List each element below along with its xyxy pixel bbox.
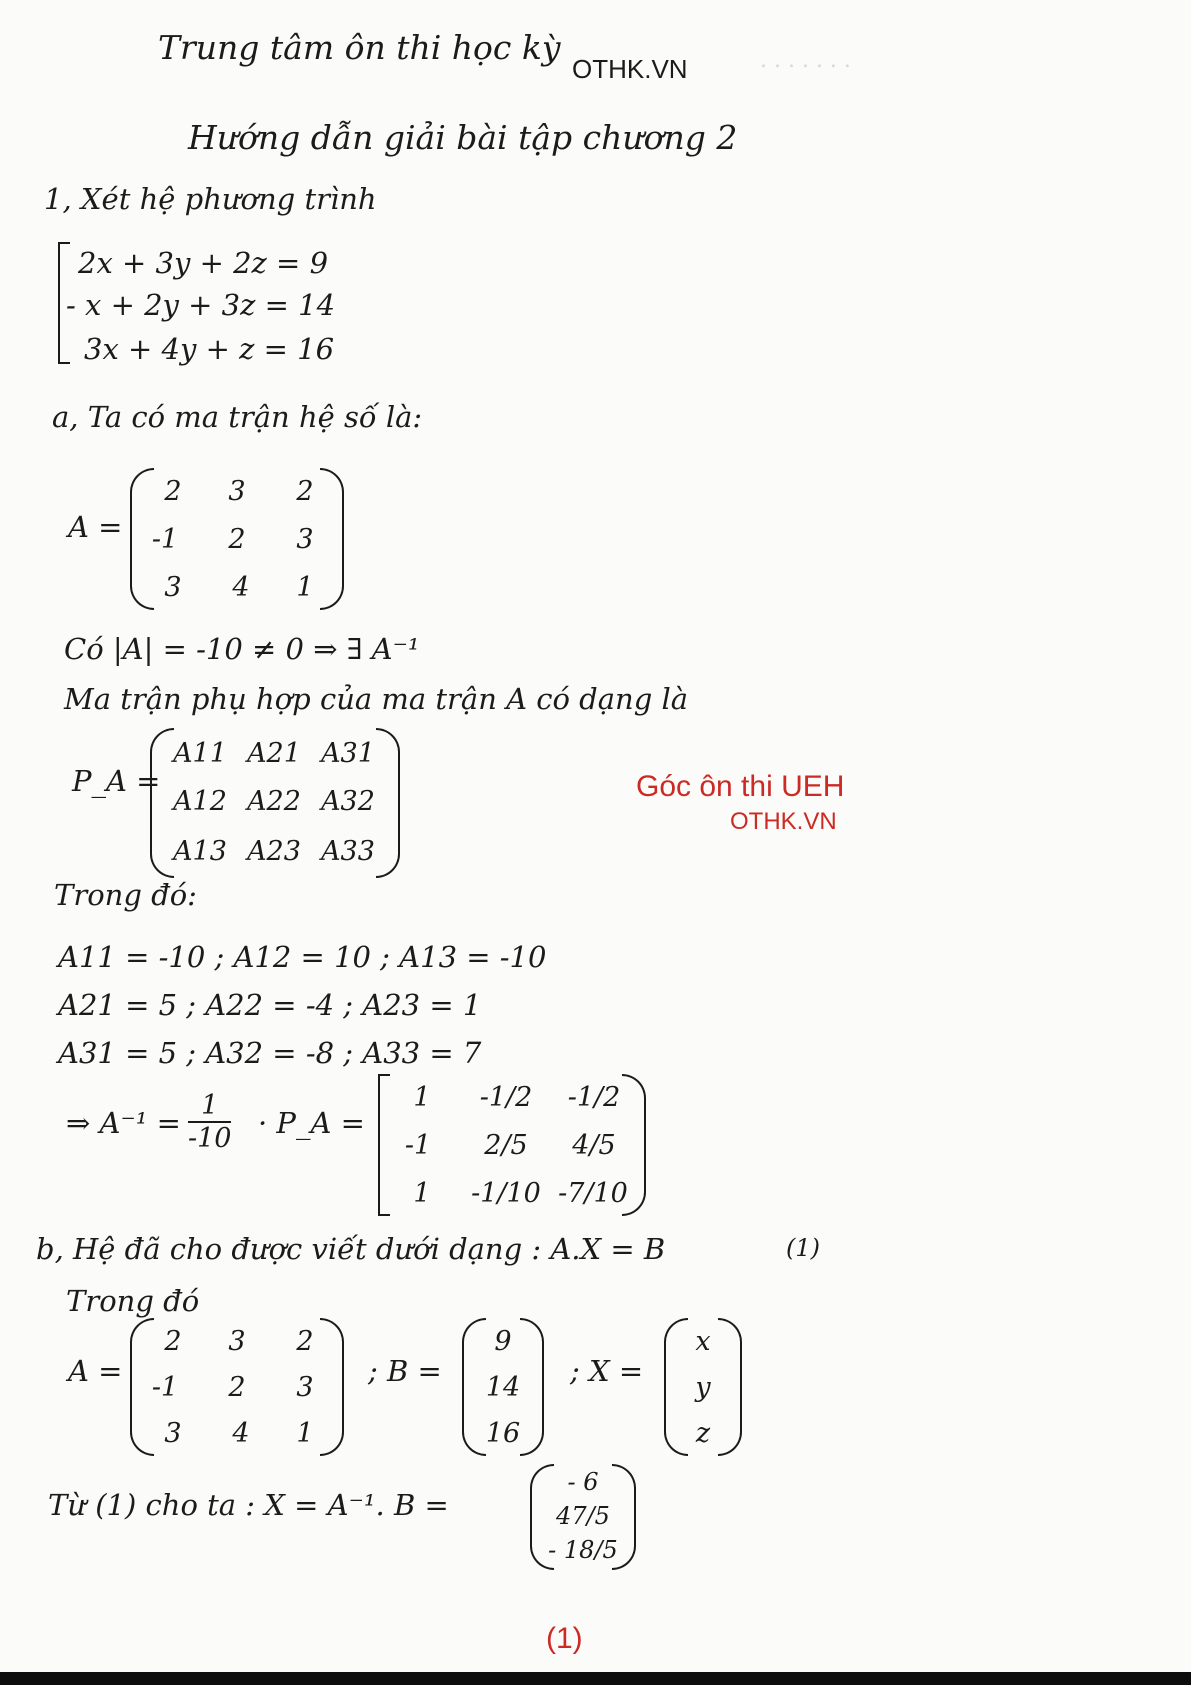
equation-1: 2x + 3y + 2z = 9 [78, 246, 329, 280]
part-b-a-cell: 2 [164, 1326, 182, 1357]
matrix-a-cell: 3 [164, 572, 182, 603]
part-b-matrix-x [664, 1318, 742, 1456]
part-b-matrix-b [462, 1318, 544, 1456]
inverse-cell: 1 [413, 1082, 431, 1113]
header-line2: Hướng dẫn giải bài tập chương 2 [188, 118, 738, 157]
part-b-a-cell: 4 [232, 1418, 250, 1449]
adjugate-cell: A21 [247, 738, 301, 769]
part-b-b-cell: 14 [485, 1372, 521, 1403]
equation-3: 3x + 4y + z = 16 [84, 332, 335, 366]
matrix-a-cell: 2 [228, 524, 246, 555]
part-b-a-cell: 3 [164, 1418, 182, 1449]
inverse-cell: 2/5 [484, 1130, 528, 1161]
header-line1: Trung tâm ôn thi học kỳ [158, 28, 561, 67]
bleed-through-decoration: . . . . . . . [760, 48, 851, 73]
part-b-b-name: ; B = [368, 1354, 442, 1388]
equation-2: - x + 2y + 3z = 14 [66, 288, 336, 322]
inverse-cell: -1/2 [479, 1082, 533, 1113]
part-b-b-cell: 9 [494, 1326, 512, 1357]
part-b-a-cell: 2 [296, 1326, 314, 1357]
adjugate-cell: A12 [173, 786, 227, 817]
adjugate-cell: A11 [173, 738, 227, 769]
matrix-a [130, 468, 344, 610]
part-b-a-cell: 1 [296, 1418, 314, 1449]
adjugate-name: P_A = [72, 764, 161, 798]
cofactor-row-2: A21 = 5 ; A22 = -4 ; A23 = 1 [58, 988, 482, 1022]
adjugate-cell: A33 [321, 836, 375, 867]
inverse-cell: -1/10 [471, 1178, 541, 1209]
part-b-where: Trong đó [66, 1284, 200, 1318]
matrix-a-name: A = [68, 510, 123, 544]
part-b-b-cell: 16 [485, 1418, 521, 1449]
cofactor-row-3: A31 = 5 ; A32 = -8 ; A33 = 7 [58, 1036, 482, 1070]
inverse-mid: · P_A = [258, 1106, 365, 1140]
inverse-scalar-numerator: 1 [188, 1090, 231, 1123]
header-site: OTHK.VN [572, 54, 688, 84]
adjugate-cell: A22 [247, 786, 301, 817]
inverse-cell: 1 [413, 1178, 431, 1209]
cofactor-where: Trong đó: [54, 878, 197, 912]
part-b-matrix-a [130, 1318, 344, 1456]
inverse-scalar-denominator: -10 [188, 1123, 232, 1154]
inverse-cell: -1/2 [567, 1082, 621, 1113]
scan-edge [0, 1672, 1191, 1685]
part-b-x-cell: y [695, 1372, 711, 1403]
inverse-cell: -7/10 [558, 1178, 628, 1209]
adjugate-intro: Ma trận phụ hợp của ma trận A có dạng là [64, 682, 689, 716]
part-b-a-cell: -1 [151, 1372, 179, 1403]
result-cell: - 18/5 [548, 1536, 618, 1564]
part-b-x-cell: x [695, 1326, 711, 1357]
matrix-a-cell: 1 [296, 572, 314, 603]
watermark-line2: OTHK.VN [730, 808, 837, 835]
adjugate-matrix [150, 728, 400, 878]
adjugate-cell: A13 [173, 836, 227, 867]
watermark-line1: Góc ôn thi UEH [636, 770, 845, 803]
adjugate-cell: A31 [321, 738, 375, 769]
inverse-lhs: ⇒ A⁻¹ = [66, 1106, 181, 1140]
inverse-scalar [188, 1090, 231, 1154]
result-cell: 47/5 [556, 1502, 610, 1530]
matrix-a-cell: -1 [151, 524, 179, 555]
part-b-a-cell: 3 [228, 1326, 246, 1357]
page-number: (1) [546, 1622, 583, 1655]
result-vector [530, 1464, 636, 1570]
inverse-matrix [378, 1074, 646, 1216]
part-b-eqno: (1) [786, 1234, 820, 1262]
matrix-a-cell: 3 [228, 476, 246, 507]
part-b-a-cell: 3 [296, 1372, 314, 1403]
part-a-label: a, Ta có ma trận hệ số là: [52, 400, 423, 434]
part-b-label: b, Hệ đã cho được viết dưới dạng : A.X = B [36, 1232, 666, 1266]
matrix-a-cell: 4 [232, 572, 250, 603]
determinant-line: Có |A| = -10 ≠ 0 ⇒ ∃ A⁻¹ [64, 632, 420, 666]
matrix-a-cell: 3 [296, 524, 314, 555]
adjugate-cell: A23 [247, 836, 301, 867]
problem-intro: 1, Xét hệ phương trình [44, 182, 377, 216]
inverse-cell: -1 [404, 1130, 432, 1161]
part-b-conclusion: Từ (1) cho ta : X = A⁻¹. B = [48, 1488, 449, 1522]
adjugate-cell: A32 [321, 786, 375, 817]
part-b-a-name: A = [68, 1354, 123, 1388]
result-cell: - 6 [567, 1468, 599, 1496]
inverse-cell: 4/5 [572, 1130, 616, 1161]
part-b-x-name: ; X = [570, 1354, 644, 1388]
matrix-a-cell: 2 [296, 476, 314, 507]
matrix-a-cell: 2 [164, 476, 182, 507]
cofactor-row-1: A11 = -10 ; A12 = 10 ; A13 = -10 [58, 940, 547, 974]
part-b-a-cell: 2 [228, 1372, 246, 1403]
part-b-x-cell: z [695, 1418, 711, 1449]
